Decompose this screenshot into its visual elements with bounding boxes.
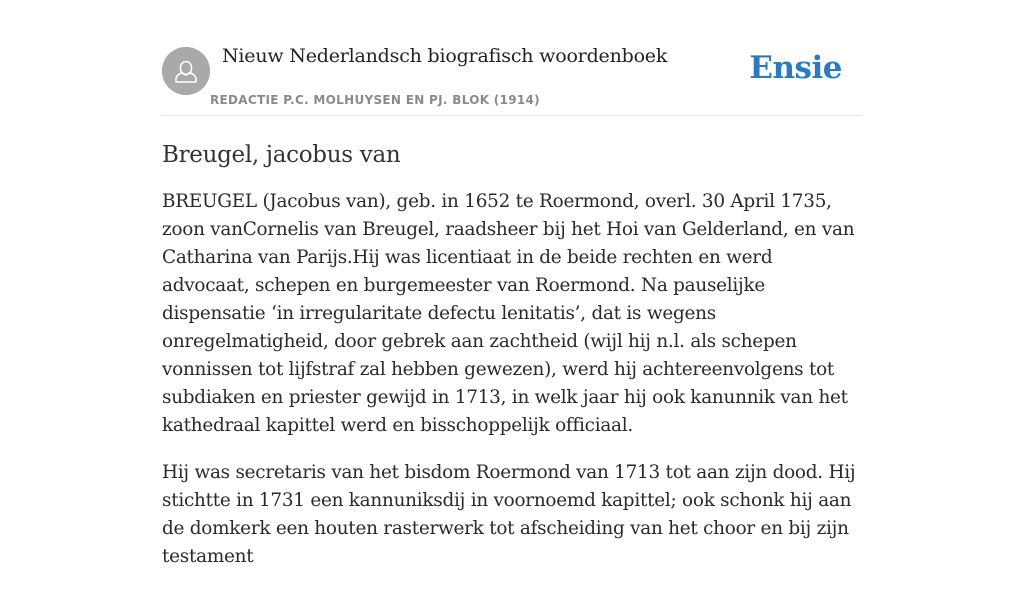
- source-title[interactable]: Nieuw Nederlandsch biografisch woordenboek: [222, 45, 668, 67]
- entry-paragraph: Hij was secretaris van het bisdom Roermond van 1713 tot aan zijn dood. Hij stichtte in 1731 een kannuniksdij in voornoemd kapittel; ook schonk hij aan de domkerk een houten rasterwerk tot afscheiding van het choor en bij zijn testament: [162, 462, 856, 567]
- user-placeholder-icon: [162, 47, 210, 95]
- content-container: [162, 0, 862, 590]
- source-header: [162, 0, 862, 116]
- entry-body: [162, 188, 862, 571]
- entry-title: Breugel, jacobus van: [162, 142, 401, 168]
- entry-paragraph: BREUGEL (Jacobus van), geb. in 1652 te Roermond, overl. 30 April 1735, zoon vanCornelis van Breugel, raadsheer bij het Hoi van Gelderland, en van Catharina van Parijs.Hij was licentiaat in de beide rechten en werd advocaat, schepen en burgemeester van Roermond. Na pauselijke dispensatie ‘in irregularitate defectu lenitatis’, dat is wegens onregelmatigheid, door gebrek aan zachtheid (wijl hij n.l. als schepen vonnissen tot lijfstraf zal hebben gewezen), werd hij achtereenvolgens tot subdiaken en priester gewijd in 1713, in welk jaar hij ook kanunnik van het kathedraal kapittel werd en bisschoppelijk officiaal.: [162, 191, 855, 436]
- ensie-logo[interactable]: Ensie: [749, 50, 842, 86]
- source-subtitle: REDACTIE P.C. MOLHUYSEN EN PJ. BLOK (1914): [210, 93, 540, 107]
